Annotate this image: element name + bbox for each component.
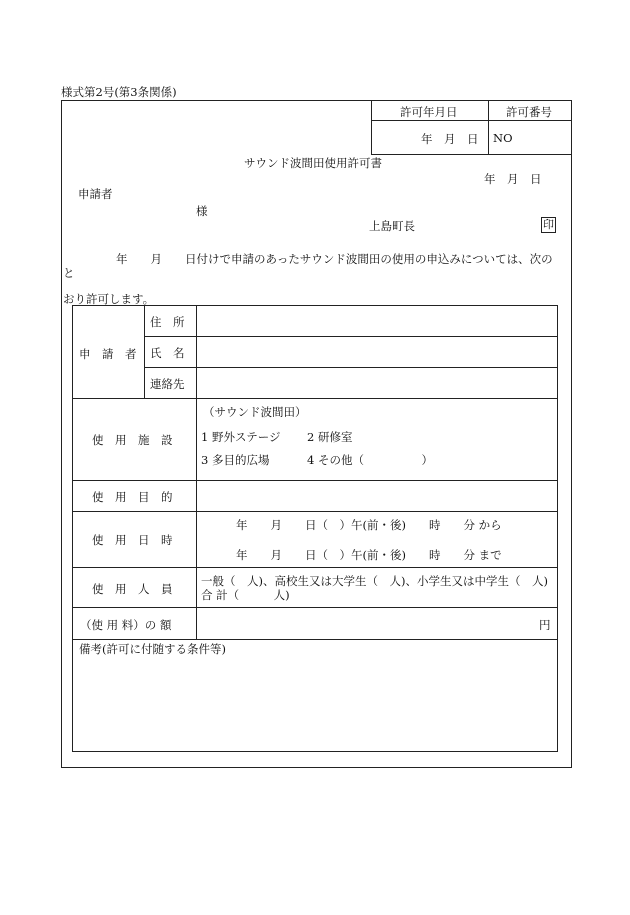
remarks-label: 備考(許可に付随する条件等) xyxy=(79,642,226,656)
facility-option-2: 2 研修室 xyxy=(307,430,353,444)
value-col-line xyxy=(196,305,197,639)
facility-option-1: 1 野外ステージ xyxy=(201,430,281,444)
contact-label: 連絡先 xyxy=(150,377,185,391)
facility-option-3: 3 多目的広場 xyxy=(201,453,270,467)
permit-box-row-line xyxy=(371,120,572,121)
row-line-address xyxy=(144,336,558,337)
issuer-name: 上島町長 xyxy=(369,219,415,233)
row-line-purpose xyxy=(72,511,558,512)
permit-box-bottom-line xyxy=(371,154,572,155)
form-label: 様式第2号(第3条関係) xyxy=(61,85,177,99)
applicant-col-line xyxy=(144,305,145,398)
row-line-fee xyxy=(72,639,558,640)
fee-unit: 円 xyxy=(539,618,551,632)
seal-mark: 印 xyxy=(543,218,554,231)
honorific: 様 xyxy=(196,204,208,218)
people-label: 使 用 人 員 xyxy=(92,582,173,596)
row-line-datetime xyxy=(72,567,558,568)
name-label: 氏 名 xyxy=(150,346,185,360)
purpose-label: 使 用 目 的 xyxy=(92,490,173,504)
fee-label: （使 用 料）の 額 xyxy=(80,618,172,632)
row-line-name xyxy=(144,367,558,368)
body-line-1: 年 月 日付けで申請のあったサウンド波間田の使用の申込みについては、次の xyxy=(116,252,553,266)
people-line-2: 合 計（ 人) xyxy=(201,588,290,602)
issue-date: 年 月 日 xyxy=(484,172,542,186)
body-line-2: おり許可します。 xyxy=(63,292,155,306)
permit-box-left-line xyxy=(371,100,372,154)
people-line-1: 一般（ 人)、高校生又は大学生（ 人)、小学生又は中学生（ 人) xyxy=(201,574,548,588)
document-title: サウンド波間田使用許可書 xyxy=(244,156,382,170)
facility-label: 使 用 施 設 xyxy=(92,433,173,447)
datetime-from: 年 月 日（ ）午(前・後) 時 分 から xyxy=(236,518,502,532)
permit-date-value: 年 月 日 xyxy=(421,132,479,146)
datetime-label: 使 用 日 時 xyxy=(92,533,173,547)
permit-number-header: 許可番号 xyxy=(506,105,552,119)
applicant-label: 申請者 xyxy=(78,187,113,201)
permit-box-mid-line xyxy=(488,100,489,154)
row-line-applicant xyxy=(72,398,558,399)
datetime-to: 年 月 日（ ）午(前・後) 時 分 まで xyxy=(236,548,502,562)
applicant-header: 申 請 者 xyxy=(79,347,137,361)
row-line-facility xyxy=(72,480,558,481)
address-label: 住 所 xyxy=(150,315,185,329)
facility-option-4: 4 その他（ ） xyxy=(307,453,433,467)
body-line-1-wrap: と xyxy=(63,266,75,280)
facility-group: （サウンド波間田） xyxy=(203,405,307,419)
permit-date-header: 許可年月日 xyxy=(400,105,458,119)
row-line-people xyxy=(72,607,558,608)
permit-number-value: NO xyxy=(493,131,513,145)
